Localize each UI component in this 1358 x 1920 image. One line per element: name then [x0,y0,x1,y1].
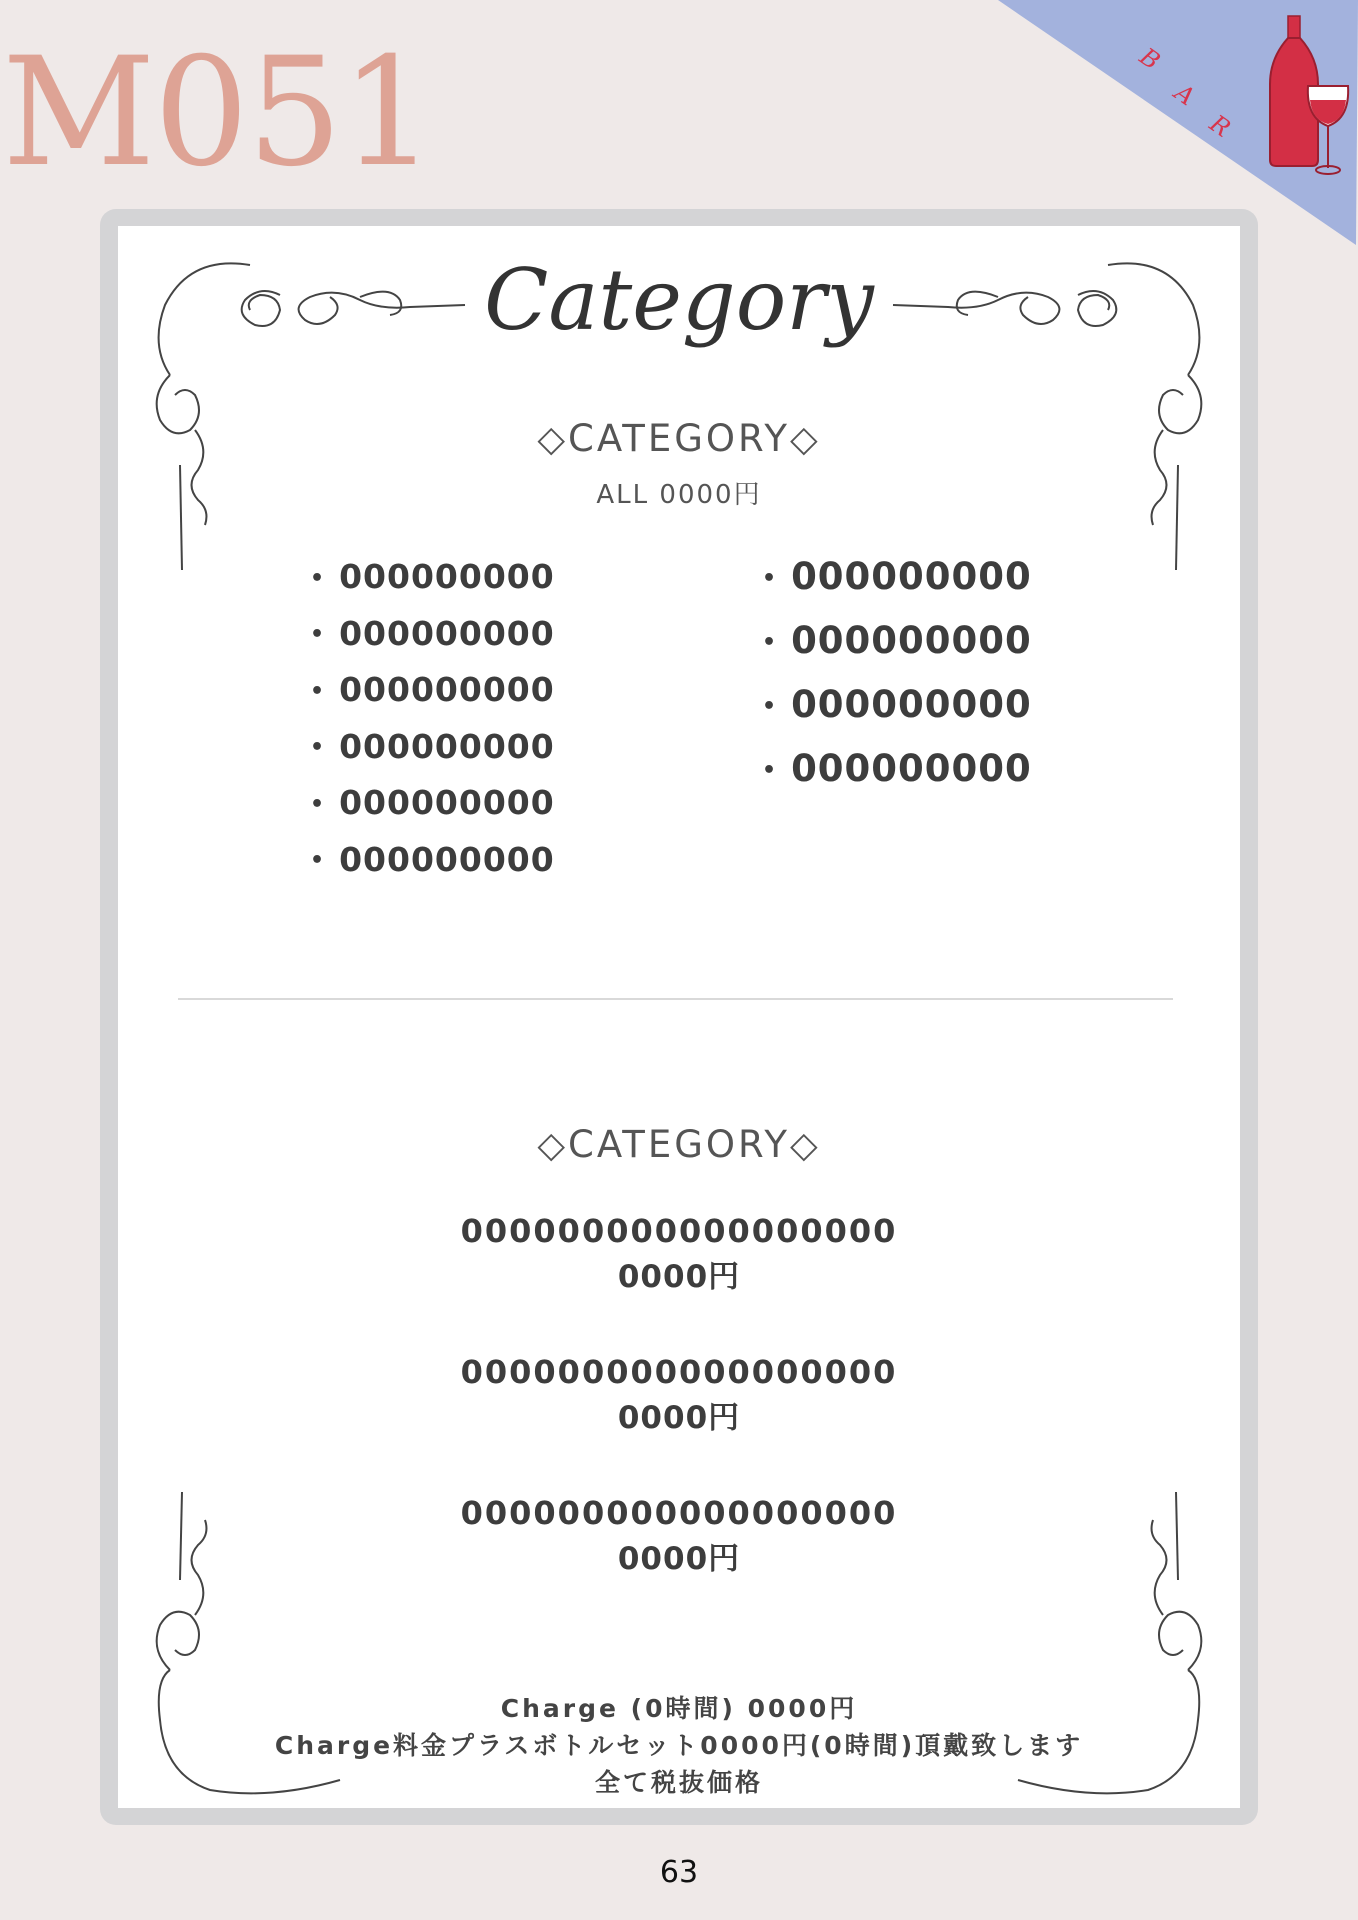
menu-item-name: 000000000000000000 [460,1494,898,1532]
charge-note: Charge (0時間) 0000円 [500,1694,858,1723]
page-number: 63 [659,1855,699,1890]
menu-item [0,1494,1358,1577]
menu-item-name: 000000000000000000 [460,1353,898,1391]
list-item: • 000000000 [310,783,555,822]
section1-heading-text: CATEGORY [568,417,790,460]
list-item: • 000000000 [762,683,1032,726]
menu-item-name: 000000000000000000 [460,1212,898,1250]
footer-notes [0,1690,1358,1801]
list-item: • 000000000 [310,726,555,766]
badge-letter-r: R [1204,109,1236,143]
menu-item [0,1353,1358,1436]
list-item: • 000000000 [762,747,1032,790]
list-item: • 000000000 [310,613,555,653]
right-item-list [762,555,1032,814]
badge-letter-b: B [1134,42,1166,76]
menu-item-price: 0000円 [617,1259,741,1295]
list-item: • 000000000 [310,557,555,596]
list-item: • 000000000 [310,670,555,709]
section2-heading [0,1123,1358,1166]
badge-letter-a: A [1169,78,1200,112]
diamond-right-icon: ◇ [790,419,821,460]
menu-item [0,1212,1358,1295]
list-item: • 000000000 [762,619,1032,662]
charge-detail-note: Charge料金プラスボトルセット0000円(0時間)頂戴致します [274,1731,1084,1760]
section2-heading-text: CATEGORY [568,1123,790,1166]
diamond-left-icon: ◇ [537,419,568,460]
list-item: • 000000000 [762,555,1032,598]
diamond-right-icon: ◇ [790,1125,821,1166]
all-price: ALL 0000円 [596,480,762,510]
menu-item-price: 0000円 [617,1541,741,1577]
script-title: Category [484,251,874,349]
diamond-left-icon: ◇ [537,1125,568,1166]
menu-item-price: 0000円 [617,1400,741,1436]
tax-note: 全て税抜価格 [594,1768,763,1797]
section1-heading [0,417,1358,460]
list-item: • 000000000 [310,839,555,879]
left-item-list [310,557,555,899]
template-code: M051 [2,26,434,200]
section-divider [178,998,1173,1000]
